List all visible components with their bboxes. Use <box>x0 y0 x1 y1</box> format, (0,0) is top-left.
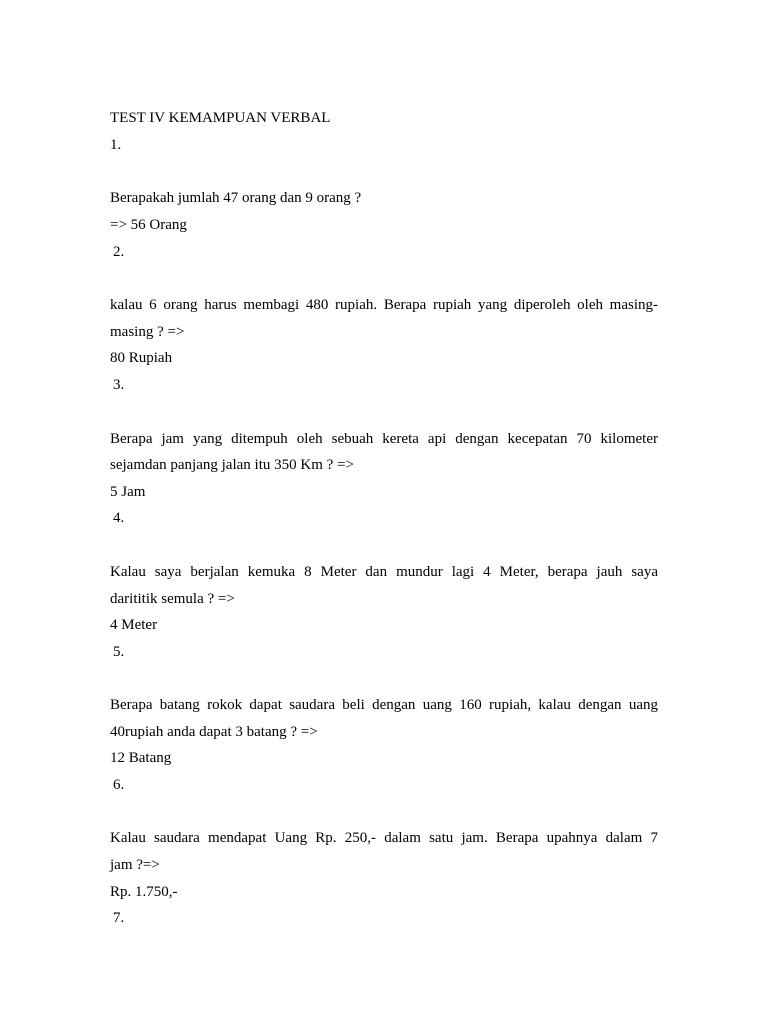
question-text: jam ?=> <box>110 857 160 873</box>
question-text: Berapakah jumlah 47 orang dan 9 orang ? <box>110 190 362 206</box>
answer-text: 4 Meter <box>110 617 158 633</box>
question-text: 40rupiah anda dapat 3 batang ? => <box>110 724 318 740</box>
item-number: 7. <box>113 910 125 926</box>
document-title: TEST IV KEMAMPUAN VERBAL <box>110 110 331 126</box>
answer-text: => 56 Orang <box>110 217 187 233</box>
question-text: Berapa jam yang ditempuh oleh sebuah kereta api dengan kecepatan 70 kilometer <box>110 431 658 447</box>
answer-text: 5 Jam <box>110 484 146 500</box>
answer-text: Rp. 1.750,- <box>110 884 178 900</box>
question-text: masing ? => <box>110 324 185 340</box>
question-text: Kalau saya berjalan kemuka 8 Meter dan mundur lagi 4 Meter, berapa jauh saya <box>110 564 658 580</box>
item-number: 2. <box>113 244 125 260</box>
item-number: 3. <box>113 377 125 393</box>
question-text: kalau 6 orang harus membagi 480 rupiah. Berapa rupiah yang diperoleh oleh masing- <box>110 297 658 313</box>
question-text: sejamdan panjang jalan itu 350 Km ? => <box>110 457 354 473</box>
item-number: 4. <box>113 510 125 526</box>
item-number: 1. <box>110 137 122 153</box>
answer-text: 12 Batang <box>110 750 172 766</box>
question-text: darititik semula ? => <box>110 591 235 607</box>
item-number: 6. <box>113 777 125 793</box>
answer-text: 80 Rupiah <box>110 350 173 366</box>
item-number: 5. <box>113 644 125 660</box>
question-text: Berapa batang rokok dapat saudara beli dengan uang 160 rupiah, kalau dengan uang <box>110 697 658 713</box>
question-text: Kalau saudara mendapat Uang Rp. 250,- dalam satu jam. Berapa upahnya dalam 7 <box>110 830 658 846</box>
